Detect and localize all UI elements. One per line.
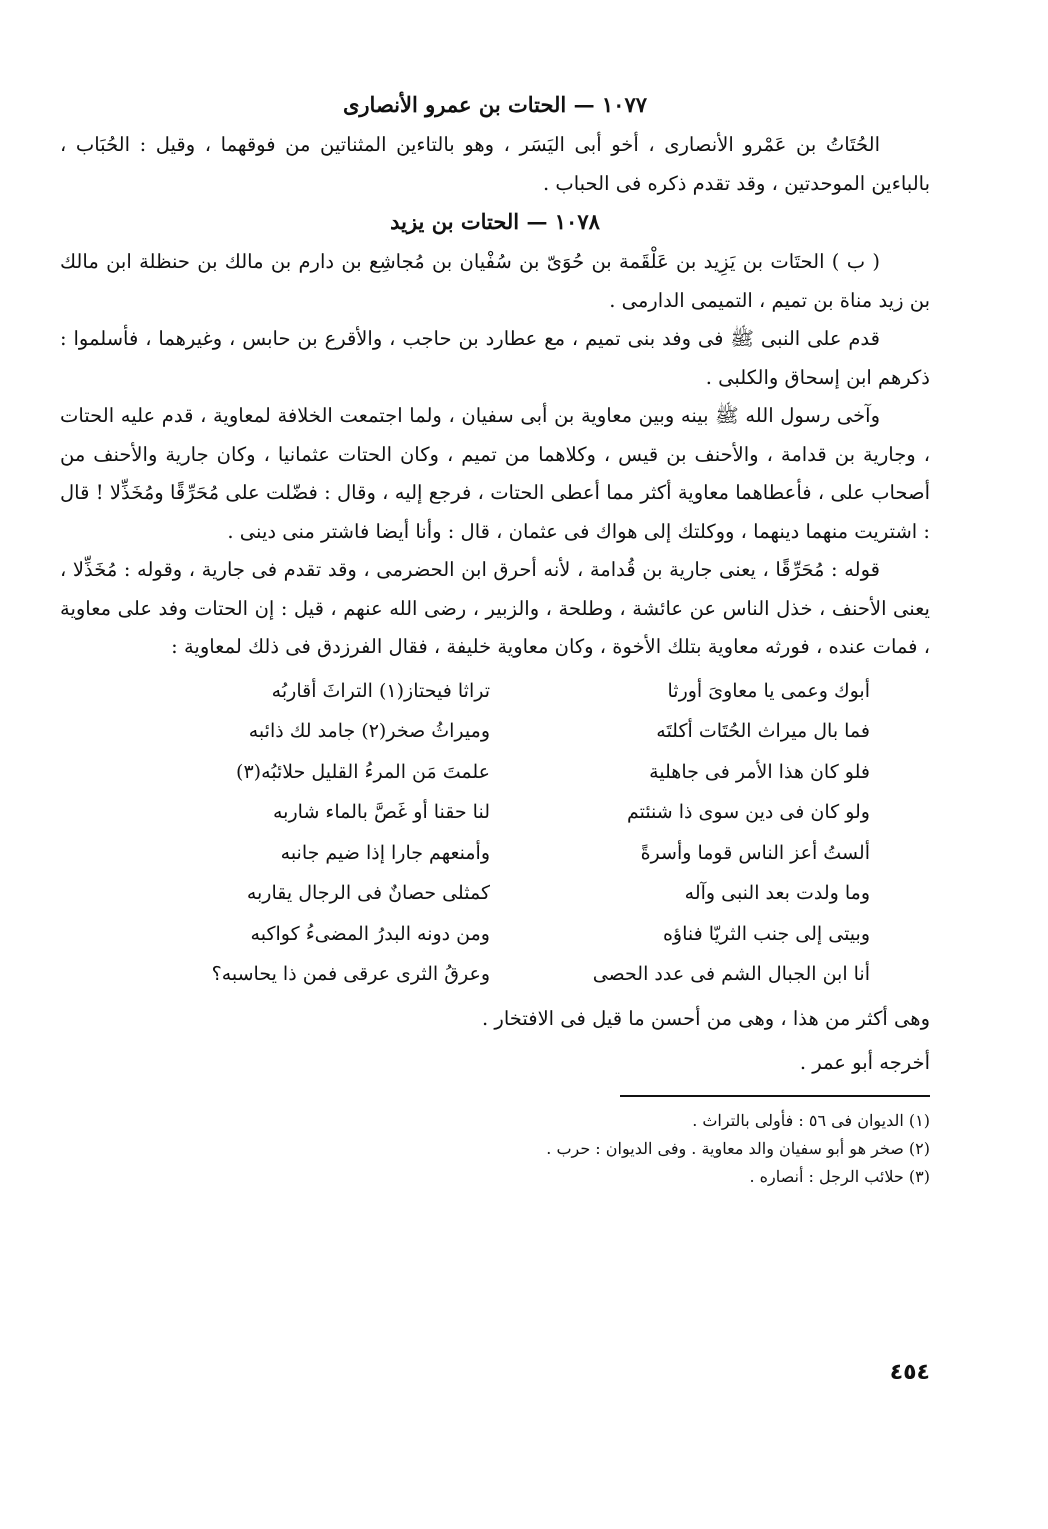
poem-first-hemistich: فلو كان هذا الأمر فى جاهلية [649,760,870,783]
poem-first-hemistich: ألستُ أعز الناس قوما وأسرةً [640,841,870,864]
poem-first-hemistich: فما بال ميراث الحُتَات أكلتَه [656,720,870,742]
poem-second-hemistich: لنا حقنا أو غَصَّ بالماء شاربه [273,801,490,823]
poem-verse [170,711,870,752]
poem-second-hemistich: تراثا فيحتاز(١) التراثَ أقاربُه [271,679,490,702]
poem-verse [170,671,870,712]
poem-first-hemistich: أنا ابن الجبال الشم فى عدد الحصى [592,963,870,985]
poem-second-hemistich: ومن دونه البدرُ المضىءُ كواكبه [250,922,490,945]
poem-closing-remark: وهى أكثر من هذا ، وهى من أحسن ما قيل فى الافتخار . [482,1006,930,1030]
poem-verse [170,873,870,914]
poem-second-hemistich: علمتَ مَن المرءُ القليل حلائبُه(٣) [236,760,490,783]
poem-second-hemistich: وأمنعهم جارا إذا ضيم جانبه [280,841,490,864]
poem-verse [170,914,870,955]
book-page [60,80,930,1191]
entry-1077-text: الحُتَاتُ بن عَمْرو الأنصارى ، أخو أبى اليَسَر ، وهو بالتاءين المثناتين من فوقهما ، وقيل : الحُبَاب ، بالباءين الموحدتين ، وقد تقدم ذكره فى الحباب . [60,133,930,195]
poem-verse [170,752,870,793]
entry-1078-paragraph-brotherhood: وآخى رسول الله ﷺ بينه وبين معاوية بن أبى سفيان ، ولما اجتمعت الخلافة لمعاوية ، قدم عليه الحتات ، وجارية بن قدامة ، والأحنف بن قيس ، وكلاهما من تميم ، وكان الحتات عثمانيا ، وكان جارية والأحنف من أصحاب على ، فأعطاهما معاوية أكثر مما أعطى الحتات ، فرجع إليه ، وقال : فضّلت على مُحَرِّقًا ومُخَذِّلا ! قال : اشتريت منهما دينهما ، ووكلتك إلى هواك فى عثمان ، قال : وأنا أيضا فاشتر منى دينى . [60,404,930,543]
entry-1078-heading: ١٠٧٨ — الحتات بن يزيد [390,209,600,234]
footnote: (٢) صخر هو أبو سفيان والد معاوية . وفى الديوان : حرب . [546,1138,930,1158]
entry-1078-paragraph-lineage: ( ب ) الحتَات بن يَزِيد بن عَلْقَمة بن حُوَىّ بن سُفْيان بن مُجاشِع بن دارم بن مالك بن حنظلة ابن مالك بن زيد مناة بن تميم ، التميمى الدارمى . [60,250,930,312]
entry-1077-heading: ١٠٧٧ — الحتات بن عمرو الأنصارى [342,92,648,117]
poem [170,671,870,995]
entry-1078-paragraph-explanation: قوله : مُحَرِّقًا ، يعنى جارية بن قُدامة ، لأنه أحرق ابن الحضرمى ، وقد تقدم فى جارية ، وقوله : مُخَذِّلا ، يعنى الأحنف ، خذل الناس عن عائشة ، وطلحة ، والزبير ، رضى الله عنهم ، قيل : إن الحتات وفد على معاوية ، فمات عنده ، فورثه معاوية بتلك الأخوة ، وكان معاوية خليفة ، فقال الفرزدق فى ذلك لمعاوية : [60,558,930,658]
poem-verse [170,954,870,995]
poem-second-hemistich: وعرقُ الثرى عرقى فمن ذا يحاسبه؟ [211,963,490,985]
poem-first-hemistich: ولو كان فى دين سوى ذا شنئتم [626,801,870,823]
footnote: (١) الديوان فى ٥٦ : فأولى بالتراث . [692,1110,930,1130]
entry-1078-paragraph-delegation: قدم على النبى ﷺ فى وفد بنى تميم ، مع عطارد بن حاجب ، والأقرع بن حابس ، وغيرهما ، فأسلموا : ذكرهم ابن إسحاق والكلبى . [60,327,930,389]
footnote-divider [620,1095,930,1097]
footnotes [60,1107,930,1191]
source-attribution: أخرجه أبو عمر . [799,1050,930,1074]
page-number: ٤٥٤ [889,1360,930,1385]
poem-verse [170,792,870,833]
poem-second-hemistich: وميراثُ صخر(٢) جامد لك ذائبه [248,720,490,742]
poem-first-hemistich: وبيتى إلى جنب الثريّا فناؤه [662,922,870,945]
poem-verse [170,833,870,874]
poem-first-hemistich: وما ولدت بعد النبى وآله [684,882,870,904]
poem-first-hemistich: أبوك وعمى يا معاوىَ أورثا [667,679,870,702]
poem-second-hemistich: كمثلى حصانٌ فى الرجال يقاربه [246,882,490,904]
footnote: (٣) حلائب الرجل : أنصاره . [749,1166,930,1186]
